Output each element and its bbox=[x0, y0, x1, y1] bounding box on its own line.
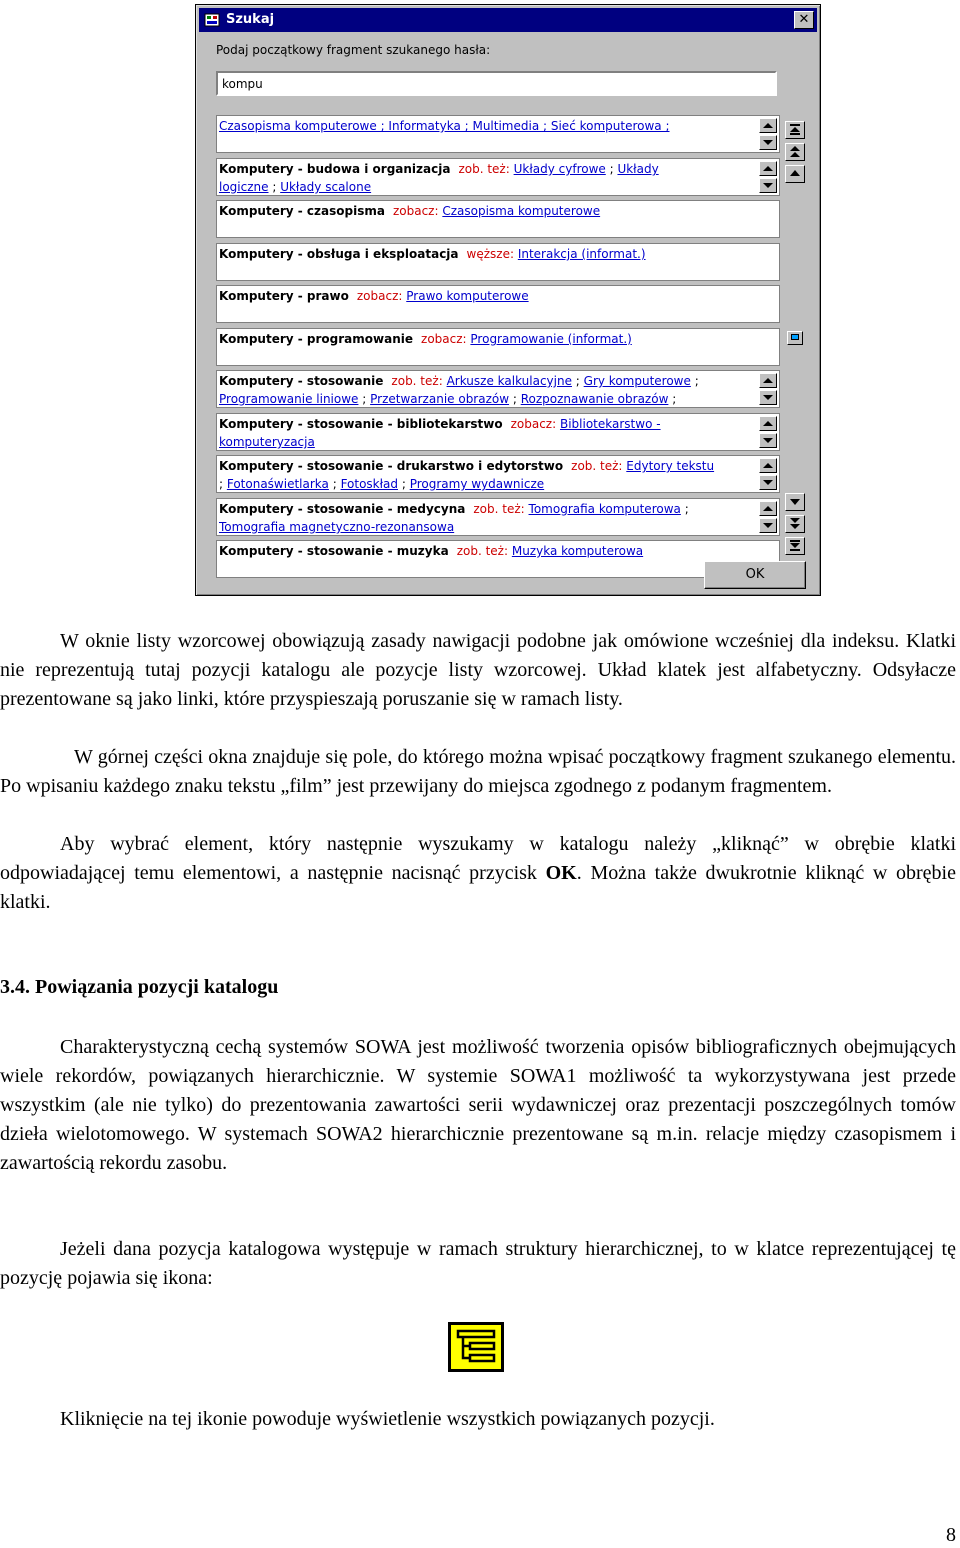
reference-link[interactable]: Czasopisma komputerowe ; Informatyka ; Multimedia ; Sieć komputerowa ; bbox=[219, 119, 670, 133]
frame-line-2 bbox=[219, 434, 755, 451]
page-down-icon bbox=[788, 516, 802, 532]
reference-link[interactable]: Układy bbox=[617, 162, 659, 176]
reference-link[interactable]: Arkusze kalkulacyjne bbox=[446, 374, 572, 388]
reference-link[interactable]: logiczne bbox=[219, 180, 269, 194]
arrow-down-icon bbox=[763, 480, 773, 485]
separator-text: ; bbox=[571, 374, 584, 388]
reference-link[interactable]: Fotonaświetlarka bbox=[226, 477, 329, 491]
page-number: 8 bbox=[946, 1524, 956, 1546]
list-frame[interactable] bbox=[216, 115, 780, 153]
frame-heading: Komputery - stosowanie - medycyna bbox=[219, 502, 466, 516]
paragraph-1 bbox=[0, 627, 956, 714]
frame-heading: Komputery - czasopisma bbox=[219, 204, 385, 218]
frame-heading: Komputery - stosowanie bbox=[219, 374, 384, 388]
frame-line-1 bbox=[219, 415, 755, 434]
reference-link[interactable]: Gry komputerowe bbox=[583, 374, 691, 388]
frame-heading: Komputery - prawo bbox=[219, 289, 349, 303]
arrow-down-icon bbox=[788, 494, 802, 510]
list-frame[interactable] bbox=[216, 200, 780, 238]
first-page-icon bbox=[788, 122, 802, 138]
frame-line-2 bbox=[219, 391, 755, 408]
arrow-up-icon bbox=[763, 506, 773, 511]
paragraph-2 bbox=[0, 743, 956, 801]
reference-link[interactable]: Rozpoznawanie obrazów bbox=[520, 392, 669, 406]
frame-heading: Komputery - programowanie bbox=[219, 332, 414, 346]
paragraph-5-text: Jeżeli dana pozycja katalogowa występuje w ramach struktury hierarchicznej, to w klatce reprezentującej tę pozycję pojawia się ikona: bbox=[0, 1238, 956, 1289]
separator-text: ; bbox=[509, 392, 521, 406]
reference-link[interactable]: komputeryzacja bbox=[219, 435, 315, 449]
frame-line-1 bbox=[219, 245, 755, 264]
dialog-title: Szukaj bbox=[226, 12, 275, 27]
frame-scroll-down-button[interactable] bbox=[759, 475, 777, 490]
frame-line-1 bbox=[219, 457, 755, 476]
close-button[interactable] bbox=[794, 11, 814, 29]
frame-line-2 bbox=[219, 179, 755, 196]
arrow-up-icon bbox=[763, 378, 773, 383]
frame-line-1 bbox=[219, 160, 755, 179]
scroll-thumb[interactable] bbox=[787, 331, 803, 345]
frame-line-1 bbox=[219, 330, 755, 349]
title-bar bbox=[199, 8, 817, 32]
separator-text: ; bbox=[219, 477, 227, 491]
reference-link[interactable]: Prawo komputerowe bbox=[406, 289, 529, 303]
paragraph-3-text: Aby wybrać element, który następnie wyszukamy w katalogu należy „kliknąć” w obrębie klatki odpowiadającej temu elementowi, a następnie nacisnąć przycisk bbox=[0, 833, 956, 884]
frame-line-1 bbox=[219, 372, 755, 391]
reference-link[interactable]: Tomografia komputerowa bbox=[528, 502, 681, 516]
list-frame[interactable] bbox=[216, 413, 780, 451]
frame-line-1 bbox=[219, 500, 755, 519]
separator-text: ; bbox=[398, 477, 410, 491]
reference-link[interactable]: Przetwarzanie obrazów bbox=[370, 392, 510, 406]
ok-emphasis: OK bbox=[545, 862, 577, 884]
reference-link[interactable]: Układy scalone bbox=[280, 180, 372, 194]
separator-text: ; bbox=[680, 502, 689, 516]
arrow-up-icon bbox=[788, 166, 802, 182]
relation-label: węższe: bbox=[466, 247, 514, 261]
scroll-last-button[interactable] bbox=[785, 537, 805, 555]
arrow-up-icon bbox=[763, 463, 773, 468]
separator-text: ; bbox=[690, 374, 699, 388]
paragraph-6-text: Kliknięcie na tej ikonie powoduje wyświetlenie wszystkich powiązanych pozycji. bbox=[60, 1408, 715, 1430]
search-prompt-label: Podaj początkowy fragment szukanego hasła: bbox=[216, 43, 491, 57]
arrow-up-icon bbox=[763, 421, 773, 426]
arrow-down-icon bbox=[763, 438, 773, 443]
arrow-up-icon bbox=[763, 123, 773, 128]
search-input[interactable] bbox=[216, 71, 777, 96]
ok-button[interactable]: OK bbox=[704, 561, 806, 589]
paragraph-3 bbox=[0, 830, 956, 917]
relation-label: zobacz: bbox=[356, 289, 403, 303]
arrow-down-icon bbox=[763, 395, 773, 400]
frame-heading: Komputery - stosowanie - muzyka bbox=[219, 544, 449, 558]
page-up-icon bbox=[788, 144, 802, 160]
list-frame[interactable] bbox=[216, 498, 780, 536]
reference-link[interactable]: Muzyka komputerowa bbox=[511, 544, 644, 558]
reference-link[interactable]: Edytory tekstu bbox=[626, 459, 715, 473]
list-frame[interactable] bbox=[216, 285, 780, 323]
result-list bbox=[216, 115, 780, 562]
frame-line-2 bbox=[219, 476, 755, 493]
search-dialog bbox=[195, 4, 821, 596]
frame-scroll-up-button[interactable] bbox=[759, 161, 777, 176]
reference-link[interactable]: Programowanie liniowe bbox=[219, 392, 359, 406]
frame-scroll-down-button[interactable] bbox=[759, 433, 777, 448]
separator-text: ; bbox=[605, 162, 618, 176]
reference-link[interactable]: Programy wydawnicze bbox=[409, 477, 545, 491]
frame-scroll-up-button[interactable] bbox=[759, 416, 777, 431]
paragraph-5 bbox=[0, 1235, 956, 1293]
separator-text: ; bbox=[358, 392, 371, 406]
reference-link[interactable]: Czasopisma komputerowe bbox=[442, 204, 601, 218]
list-frame[interactable] bbox=[216, 158, 780, 196]
paragraph-2-text: W górnej części okna znajduje się pole, do którego można wpisać początkowy fragment szukanego elementu. Po wpisaniu każdego znaku tekstu „film” jest przewijany do miejsca zgodnego z podanym fragmentem. bbox=[0, 746, 956, 797]
last-page-icon bbox=[788, 538, 802, 554]
arrow-down-icon bbox=[763, 523, 773, 528]
frame-scroll-up-button[interactable] bbox=[759, 501, 777, 516]
paragraph-4-text: Charakterystyczną cechą systemów SOWA jest możliwość tworzenia opisów bibliograficznych obejmujących wiele rekordów, powiązanych hierarchicznie. W systemie SOWA1 możliwość ta wykorzystywana jest przede wszystkim (ale nie tylko) do prezentowania zawartości serii wydawniczej oraz prezentacji poszczególnych tomów dzieła wielotomowego. W systemach SOWA2 hierarchicznie prezentowane są m.in. relacje między czasopismem i zawartością rekordu zasobu. bbox=[0, 1036, 956, 1174]
frame-line-1 bbox=[219, 542, 755, 561]
list-frame[interactable] bbox=[216, 455, 780, 493]
frame-heading: Komputery - stosowanie - drukarstwo i edytorstwo bbox=[219, 459, 564, 473]
frame-scroll-down-button[interactable] bbox=[759, 178, 777, 193]
frame-heading: Komputery - obsługa i eksploatacja bbox=[219, 247, 459, 261]
list-frame[interactable] bbox=[216, 328, 780, 366]
frame-scroll-up-button[interactable] bbox=[759, 373, 777, 388]
scroll-first-button[interactable] bbox=[785, 121, 805, 139]
section-heading: 3.4. Powiązania pozycji katalogu bbox=[0, 976, 279, 998]
paragraph-3-tail: . Można także dwukrotnie kliknąć w obrębie klatki. bbox=[0, 862, 956, 913]
reference-link[interactable]: Bibliotekarstwo - bbox=[559, 417, 661, 431]
reference-link[interactable]: Fotoskład bbox=[340, 477, 399, 491]
hierarchy-icon bbox=[448, 1322, 504, 1372]
app-icon bbox=[204, 12, 220, 28]
relation-label: zobacz: bbox=[421, 332, 467, 346]
relation-label: zob. też: bbox=[391, 374, 443, 388]
reference-link[interactable]: Programowanie (informat.) bbox=[470, 332, 632, 346]
scroll-page-up-button[interactable] bbox=[785, 143, 805, 161]
frame-scroll-down-button[interactable] bbox=[759, 518, 777, 533]
relation-label: zob. też: bbox=[458, 162, 510, 176]
paragraph-4 bbox=[0, 1033, 956, 1178]
relation-label: zob. też: bbox=[456, 544, 509, 558]
paragraph-6 bbox=[0, 1405, 956, 1434]
frame-scroll-up-button[interactable] bbox=[759, 118, 777, 133]
relation-label: zob. też: bbox=[473, 502, 525, 516]
relation-label: zobacz: bbox=[510, 417, 557, 431]
scroll-up-button[interactable] bbox=[785, 165, 805, 183]
reference-link[interactable]: Układy cyfrowe bbox=[513, 162, 606, 176]
arrow-down-icon bbox=[763, 183, 773, 188]
frame-scroll-up-button[interactable] bbox=[759, 458, 777, 473]
frame-heading: Komputery - stosowanie - bibliotekarstwo bbox=[219, 417, 503, 431]
separator-text: ; bbox=[268, 180, 281, 194]
separator-text: ; bbox=[668, 392, 677, 406]
frame-line-1 bbox=[219, 287, 755, 306]
frame-scroll-down-button[interactable] bbox=[759, 135, 777, 150]
frame-line-2 bbox=[219, 519, 755, 536]
scroll-page-down-button[interactable] bbox=[785, 515, 805, 533]
reference-link[interactable]: Interakcja (informat.) bbox=[517, 247, 646, 261]
close-icon: ✕ bbox=[798, 12, 810, 27]
list-frame[interactable] bbox=[216, 243, 780, 281]
scroll-down-button[interactable] bbox=[785, 493, 805, 511]
arrow-up-icon bbox=[763, 166, 773, 171]
frame-heading: Komputery - budowa i organizacja bbox=[219, 162, 451, 176]
frame-scroll-down-button[interactable] bbox=[759, 390, 777, 405]
frame-line-1 bbox=[219, 202, 755, 221]
separator-text: ; bbox=[328, 477, 341, 491]
thumb-indicator-icon bbox=[791, 334, 799, 340]
reference-link[interactable]: Tomografia magnetyczno-rezonansowa bbox=[219, 520, 455, 534]
frame-line-1 bbox=[219, 117, 755, 136]
arrow-down-icon bbox=[763, 140, 773, 145]
list-frame[interactable] bbox=[216, 540, 780, 578]
relation-label: zob. też: bbox=[571, 459, 623, 473]
relation-label: zobacz: bbox=[392, 204, 439, 218]
paragraph-1-text: W oknie listy wzorcowej obowiązują zasady nawigacji podobne jak omówione wcześniej dla indeksu. Klatki nie reprezentują tutaj pozycji katalogu ale pozycje listy wzorcowej. Układ klatek jest alfabetyczny. Odsyłacze prezentowane są jako linki, które przyspieszają poruszanie się w ramach listy. bbox=[0, 630, 956, 710]
list-frame[interactable] bbox=[216, 370, 780, 408]
